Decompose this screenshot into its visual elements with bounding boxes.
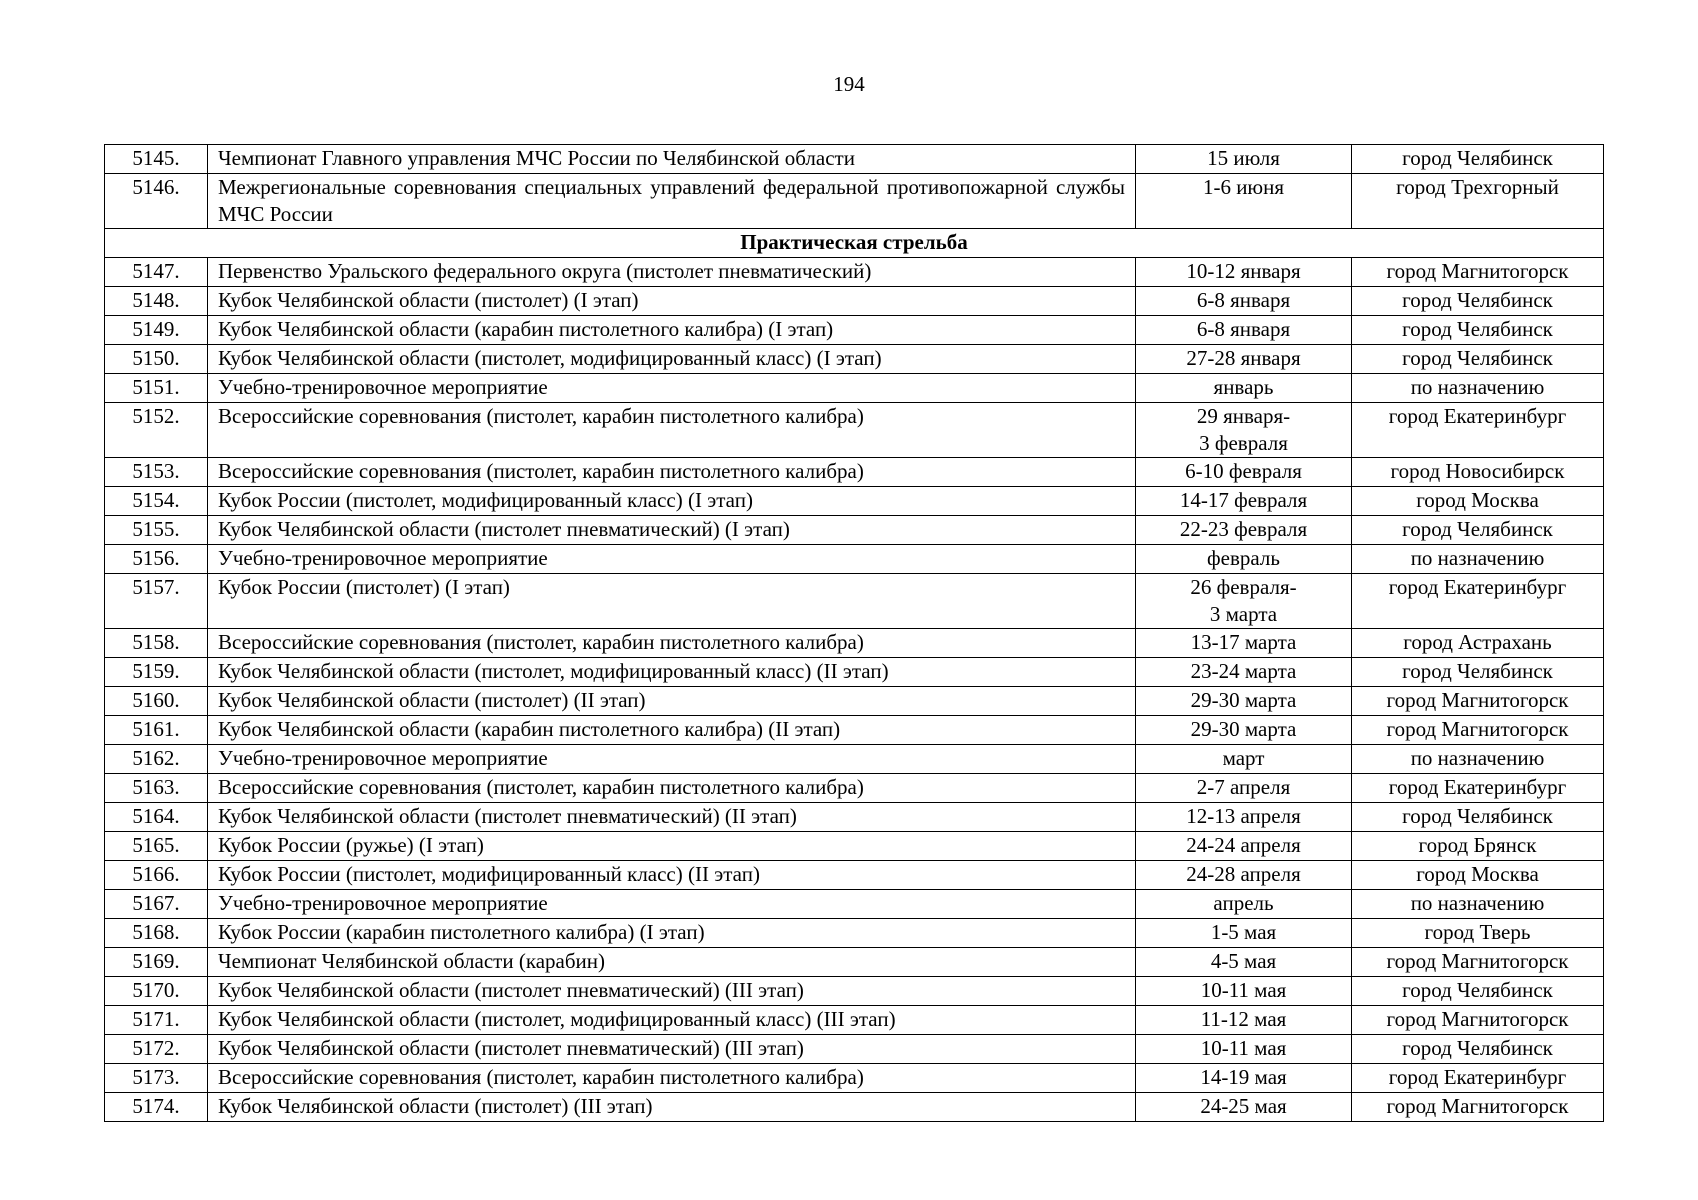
event-name: Чемпионат Главного управления МЧС России по Челябинской области [208, 145, 1136, 174]
event-number: 5156. [105, 545, 208, 574]
event-date: 14-19 мая [1136, 1064, 1352, 1093]
table-row [105, 890, 1604, 919]
event-place: город Челябинск [1352, 1035, 1604, 1064]
event-name: Всероссийские соревнования (пистолет, карабин пистолетного калибра) [208, 403, 1136, 458]
event-number: 5158. [105, 629, 208, 658]
event-place: по назначению [1352, 890, 1604, 919]
event-date: 6-10 февраля [1136, 458, 1352, 487]
events-table [104, 144, 1604, 1122]
event-number: 5172. [105, 1035, 208, 1064]
event-name: Кубок Челябинской области (пистолет пневматический) (II этап) [208, 803, 1136, 832]
event-place: город Москва [1352, 487, 1604, 516]
event-date: 6-8 января [1136, 287, 1352, 316]
event-date: март [1136, 745, 1352, 774]
table-row [105, 977, 1604, 1006]
event-name: Кубок России (пистолет) (I этап) [208, 574, 1136, 629]
event-date: 11-12 мая [1136, 1006, 1352, 1035]
event-number: 5168. [105, 919, 208, 948]
table-row [105, 1035, 1604, 1064]
event-date: 10-12 января [1136, 258, 1352, 287]
event-place: город Екатеринбург [1352, 403, 1604, 458]
table-row [105, 919, 1604, 948]
event-name: Кубок Челябинской области (пистолет) (III этап) [208, 1093, 1136, 1122]
event-place: город Челябинск [1352, 658, 1604, 687]
event-place: город Екатеринбург [1352, 774, 1604, 803]
event-number: 5148. [105, 287, 208, 316]
event-name: Кубок Челябинской области (пистолет, модифицированный класс) (II этап) [208, 658, 1136, 687]
event-name: Кубок Челябинской области (пистолет) (II этап) [208, 687, 1136, 716]
table-row [105, 316, 1604, 345]
event-name: Всероссийские соревнования (пистолет, карабин пистолетного калибра) [208, 774, 1136, 803]
table-row [105, 145, 1604, 174]
event-name: Учебно-тренировочное мероприятие [208, 745, 1136, 774]
event-place: город Челябинск [1352, 287, 1604, 316]
event-name: Кубок России (пистолет, модифицированный класс) (II этап) [208, 861, 1136, 890]
event-place: город Магнитогорск [1352, 716, 1604, 745]
table-row [105, 745, 1604, 774]
event-place: город Челябинск [1352, 977, 1604, 1006]
event-date: 2-7 апреля [1136, 774, 1352, 803]
event-number: 5162. [105, 745, 208, 774]
event-number: 5161. [105, 716, 208, 745]
event-number: 5146. [105, 174, 208, 229]
event-date: 13-17 марта [1136, 629, 1352, 658]
event-place: город Магнитогорск [1352, 258, 1604, 287]
table-row [105, 687, 1604, 716]
table-row [105, 1006, 1604, 1035]
event-place: город Магнитогорск [1352, 687, 1604, 716]
table-row [105, 458, 1604, 487]
event-place: город Екатеринбург [1352, 1064, 1604, 1093]
event-date: 10-11 мая [1136, 1035, 1352, 1064]
event-number: 5164. [105, 803, 208, 832]
table-row [105, 803, 1604, 832]
event-place: город Челябинск [1352, 516, 1604, 545]
event-place: город Челябинск [1352, 145, 1604, 174]
event-name: Кубок России (пистолет, модифицированный класс) (I этап) [208, 487, 1136, 516]
event-name: Учебно-тренировочное мероприятие [208, 545, 1136, 574]
event-number: 5169. [105, 948, 208, 977]
event-name: Всероссийские соревнования (пистолет, карабин пистолетного калибра) [208, 629, 1136, 658]
event-number: 5147. [105, 258, 208, 287]
event-place: по назначению [1352, 545, 1604, 574]
event-date: 29-30 марта [1136, 687, 1352, 716]
table-row [105, 658, 1604, 687]
table-row [105, 716, 1604, 745]
event-date: февраль [1136, 545, 1352, 574]
event-number: 5174. [105, 1093, 208, 1122]
event-number: 5149. [105, 316, 208, 345]
event-number: 5167. [105, 890, 208, 919]
event-date: 24-25 мая [1136, 1093, 1352, 1122]
event-date [1136, 574, 1352, 629]
event-number: 5159. [105, 658, 208, 687]
event-name: Кубок Челябинской области (карабин пистолетного калибра) (I этап) [208, 316, 1136, 345]
event-number: 5154. [105, 487, 208, 516]
table-row [105, 1064, 1604, 1093]
event-number: 5171. [105, 1006, 208, 1035]
event-place: город Москва [1352, 861, 1604, 890]
event-place: город Магнитогорск [1352, 1006, 1604, 1035]
table-row [105, 629, 1604, 658]
event-place: город Астрахань [1352, 629, 1604, 658]
event-number: 5150. [105, 345, 208, 374]
table-row [105, 287, 1604, 316]
event-date-end: 3 февраля [1199, 431, 1288, 455]
table-row [105, 403, 1604, 458]
event-date: 24-28 апреля [1136, 861, 1352, 890]
event-name: Кубок России (ружье) (I этап) [208, 832, 1136, 861]
event-name: Кубок Челябинской области (пистолет, модифицированный класс) (III этап) [208, 1006, 1136, 1035]
event-name: Кубок Челябинской области (карабин пистолетного калибра) (II этап) [208, 716, 1136, 745]
event-date-start: 29 января- [1196, 404, 1291, 428]
section-header-row [105, 229, 1604, 258]
event-number: 5157. [105, 574, 208, 629]
event-date: 24-24 апреля [1136, 832, 1352, 861]
event-date-end: 3 марта [1209, 602, 1278, 626]
page-number: 194 [833, 72, 865, 96]
event-number: 5151. [105, 374, 208, 403]
table-row [105, 948, 1604, 977]
event-date: 23-24 марта [1136, 658, 1352, 687]
event-place: город Брянск [1352, 832, 1604, 861]
table-row [105, 774, 1604, 803]
event-number: 5160. [105, 687, 208, 716]
event-name: Всероссийские соревнования (пистолет, карабин пистолетного калибра) [208, 458, 1136, 487]
event-place: по назначению [1352, 374, 1604, 403]
event-place: город Трехгорный [1352, 174, 1604, 229]
event-date: 4-5 мая [1136, 948, 1352, 977]
table-row [105, 374, 1604, 403]
table-row [105, 1093, 1604, 1122]
event-date: 27-28 января [1136, 345, 1352, 374]
event-date: 15 июля [1136, 145, 1352, 174]
section-title: Практическая стрельба [105, 229, 1604, 258]
event-name: Кубок России (карабин пистолетного калибра) (I этап) [208, 919, 1136, 948]
event-date: 12-13 апреля [1136, 803, 1352, 832]
event-name: Межрегиональные соревнования специальных управлений федеральной противопожарной службы МЧС России [208, 174, 1136, 229]
table-row [105, 545, 1604, 574]
events-table-body [105, 145, 1604, 1122]
table-row [105, 174, 1604, 229]
event-number: 5166. [105, 861, 208, 890]
table-row [105, 487, 1604, 516]
event-date: 6-8 января [1136, 316, 1352, 345]
event-name: Кубок Челябинской области (пистолет пневматический) (I этап) [208, 516, 1136, 545]
event-number: 5152. [105, 403, 208, 458]
event-date: 29-30 марта [1136, 716, 1352, 745]
event-place: город Новосибирск [1352, 458, 1604, 487]
event-date: 14-17 февраля [1136, 487, 1352, 516]
event-place: город Магнитогорск [1352, 1093, 1604, 1122]
event-name: Кубок Челябинской области (пистолет, модифицированный класс) (I этап) [208, 345, 1136, 374]
event-name: Кубок Челябинской области (пистолет пневматический) (III этап) [208, 1035, 1136, 1064]
event-name: Всероссийские соревнования (пистолет, карабин пистолетного калибра) [208, 1064, 1136, 1093]
event-date [1136, 403, 1352, 458]
event-number: 5163. [105, 774, 208, 803]
event-date: 1-6 июня [1136, 174, 1352, 229]
event-date: 22-23 февраля [1136, 516, 1352, 545]
event-number: 5173. [105, 1064, 208, 1093]
event-place: город Магнитогорск [1352, 948, 1604, 977]
event-date: январь [1136, 374, 1352, 403]
event-name: Чемпионат Челябинской области (карабин) [208, 948, 1136, 977]
event-name: Кубок Челябинской области (пистолет) (I этап) [208, 287, 1136, 316]
event-number: 5170. [105, 977, 208, 1006]
event-number: 5165. [105, 832, 208, 861]
event-number: 5145. [105, 145, 208, 174]
event-date-start: 26 февраля- [1190, 575, 1297, 599]
event-place: город Челябинск [1352, 803, 1604, 832]
table-row [105, 516, 1604, 545]
event-place: город Челябинск [1352, 345, 1604, 374]
event-name: Кубок Челябинской области (пистолет пневматический) (III этап) [208, 977, 1136, 1006]
event-place: город Челябинск [1352, 316, 1604, 345]
event-number: 5155. [105, 516, 208, 545]
event-place: город Тверь [1352, 919, 1604, 948]
table-row [105, 258, 1604, 287]
event-date: 1-5 мая [1136, 919, 1352, 948]
event-date: 10-11 мая [1136, 977, 1352, 1006]
event-place: город Екатеринбург [1352, 574, 1604, 629]
table-row [105, 832, 1604, 861]
event-place: по назначению [1352, 745, 1604, 774]
table-row [105, 574, 1604, 629]
event-date: апрель [1136, 890, 1352, 919]
event-name: Учебно-тренировочное мероприятие [208, 890, 1136, 919]
table-row [105, 345, 1604, 374]
event-name: Учебно-тренировочное мероприятие [208, 374, 1136, 403]
table-row [105, 861, 1604, 890]
event-name: Первенство Уральского федерального округа (пистолет пневматический) [208, 258, 1136, 287]
event-number: 5153. [105, 458, 208, 487]
